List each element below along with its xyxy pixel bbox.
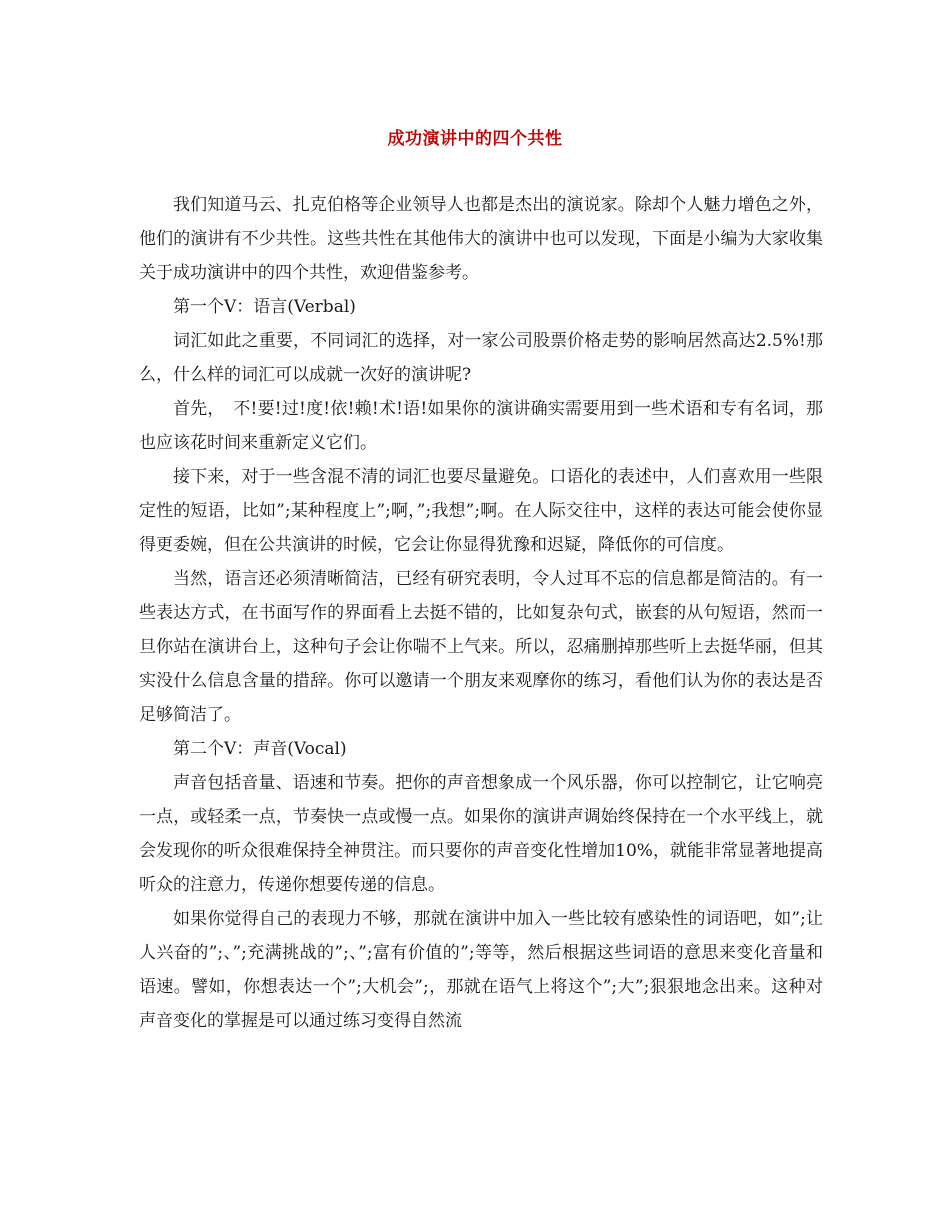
paragraph-jargon: 首先， 不!要!过!度!依!赖!术!语!如果你的演讲确实需要用到一些术语和专有名词，那也应该花时间来重新定义它们。 — [139, 399, 823, 453]
section-heading-verbal: 第一个V：语言(Verbal) — [173, 297, 356, 317]
paragraph-voice: 声音包括音量、语速和节奏。把你的声音想象成一个风乐器，你可以控制它，让它响亮一点，或轻柔一点，节奏快一点或慢一点。如果你的演讲声调始终保持在一个水平线上，就会发现你的听众很难保持全神贯注。而只要你的声音变化性增加10%，就能非常显著地提高听众的注意力，传递你想要传递的信息。 — [139, 773, 823, 895]
paragraph-concise: 当然，语言还必须清晰简洁，已经有研究表明，令人过耳不忘的信息都是简洁的。有一些表达方式，在书面写作的界面看上去挺不错的，比如复杂句式，嵌套的从句短语，然而一旦你站在演讲台上，这种句子会让你喘不上气来。所以，忍痛删掉那些听上去挺华丽，但其实没什么信息含量的措辞。你可以邀请一个朋友来观摩你的练习，看他们认为你的表达是否足够简洁了。 — [139, 569, 823, 725]
paragraph-vague-words: 接下来，对于一些含混不清的词汇也要尽量避免。口语化的表述中，人们喜欢用一些限定性的短语，比如”;某种程度上”;啊，”;我想”;啊。在人际交往中，这样的表达可能会使你显得更委婉，但在公共演讲的时候，它会让你显得犹豫和迟疑，降低你的可信度。 — [139, 467, 823, 555]
paragraph-intro: 我们知道马云、扎克伯格等企业领导人也都是杰出的演说家。除却个人魅力增色之外，他们的演讲有不少共性。这些共性在其他伟大的演讲中也可以发现，下面是小编为大家收集关于成功演讲中的四个共性，欢迎借鉴参考。 — [139, 195, 823, 283]
section-heading-vocal: 第二个V：声音(Vocal) — [173, 739, 347, 759]
paragraph-expressive: 如果你觉得自己的表现力不够，那就在演讲中加入一些比较有感染性的词语吧，如”;让人兴奋的”;、”;充满挑战的”;、”;富有价值的”;等等，然后根据这些词语的意思来变化音量和语速。譬如，你想表达一个”;大机会”;，那就在语气上将这个”;大”;狠狠地念出来。这种对声音变化的掌握是可以通过练习变得自然流 — [139, 909, 823, 1031]
paragraph-vocabulary: 词汇如此之重要，不同词汇的选择，对一家公司股票价格走势的影响居然高达2.5%!那么，什么样的词汇可以成就一次好的演讲呢? — [139, 331, 823, 385]
document-body — [139, 188, 823, 1038]
document-title: 成功演讲中的四个共性 — [387, 129, 563, 149]
